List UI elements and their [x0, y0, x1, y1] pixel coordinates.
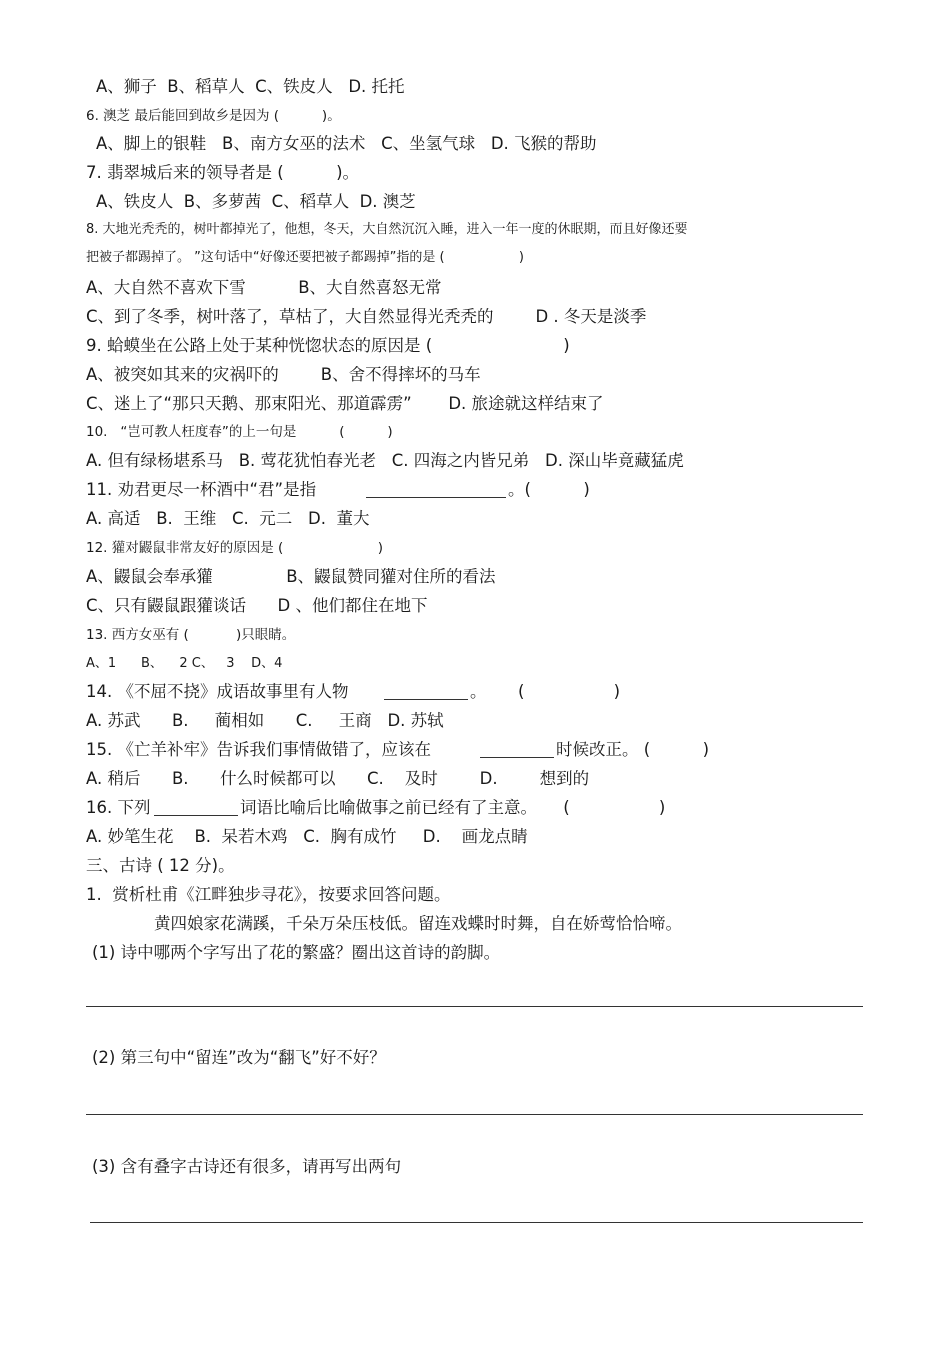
- q8-options-ab: A、大自然不喜欢下雪 B、大自然喜怒无常: [86, 278, 442, 297]
- q14-question-end: 。 ( ): [470, 682, 621, 701]
- q15-options: A. 稍后 B. 什么时候都可以 C. 及时 D. 想到的: [86, 769, 590, 788]
- q14-options: A. 苏武 B. 蔺相如 C. 王商 D. 苏轼: [86, 711, 444, 730]
- poem-question-2: (2) 第三句中“留连”改为“翻飞”好不好？: [92, 1048, 386, 1067]
- q12-options-cd: C、只有鼹鼠跟獾谈话 D 、他们都住在地下: [86, 596, 428, 615]
- q11-question-end: 。( ): [508, 480, 590, 499]
- q7-options: A、铁皮人 B、多萝茜 C、稻草人 D. 澳芝: [96, 192, 416, 211]
- q14-question: 14. 《不屈不挠》成语故事里有人物: [86, 682, 349, 701]
- q16-options: A. 妙笔生花 B. 呆若木鸡 C. 胸有成竹 D. 画龙点睛: [86, 827, 528, 846]
- q10-options: A. 但有绿杨堪系马 B. 莺花犹怕春光老 C. 四海之内皆兄弟 D. 深山毕竟藏猛虎: [86, 451, 684, 470]
- q9-options-ab: A、被突如其来的灾祸吓的 B、舍不得摔坏的马车: [86, 365, 481, 384]
- q16-answer-blank[interactable]: [154, 815, 238, 816]
- q11-answer-blank[interactable]: [366, 497, 506, 498]
- poem-question-1: (1) 诗中哪两个字写出了花的繁盛？圈出这首诗的韵脚。: [92, 943, 501, 962]
- poem-answer-line-2[interactable]: [86, 1114, 863, 1115]
- q8-question-line1: 8. 大地光秃秃的，树叶都掉光了，他想，冬天，大自然沉沉入睡，进入一年一度的休眠期，而且好像还要: [86, 222, 688, 237]
- section-3-title: 三、古诗 ( 12 分)。: [86, 856, 235, 875]
- q12-options-ab: A、鼹鼠会奉承獾 B、鼹鼠赞同獾对住所的看法: [86, 567, 496, 586]
- q15-question: 15. 《亡羊补牢》告诉我们事情做错了，应该在: [86, 740, 431, 759]
- q8-options-cd: C、到了冬季，树叶落了，草枯了，大自然显得光秃秃的 D . 冬天是淡季: [86, 307, 647, 326]
- q16-question-end: 词语比喻后比喻做事之前已经有了主意。 ( ): [240, 798, 666, 817]
- q13-options: A、1 B、 2 C、 3 D、4: [86, 656, 283, 671]
- poem-answer-line-3[interactable]: [90, 1222, 863, 1223]
- q5-options: A、狮子 B、稻草人 C、铁皮人 D. 托托: [96, 77, 405, 96]
- q13-question: 13. 西方女巫有 ( )只眼睛。: [86, 627, 296, 643]
- q7-question: 7. 翡翠城后来的领导者是 ( )。: [86, 163, 360, 182]
- q6-question: 6. 澳芝 最后能回到故乡是因为 ( )。: [86, 108, 341, 124]
- q16-question: 16. 下列: [86, 798, 151, 817]
- q9-options-cd: C、迷上了“那只天鹅、那束阳光、那道霹雳” D. 旅途就这样结束了: [86, 394, 604, 413]
- poem-question-3: (3) 含有叠字古诗还有很多，请再写出两句: [92, 1157, 402, 1176]
- q12-question: 12. 獾对鼹鼠非常友好的原因是 ( ): [86, 540, 383, 556]
- q11-options: A. 高适 B. 王维 C. 元二 D. 董大: [86, 509, 370, 528]
- q6-options: A、脚上的银鞋 B、南方女巫的法术 C、坐氢气球 D. 飞猴的帮助: [96, 134, 597, 153]
- q14-answer-blank[interactable]: [384, 699, 468, 700]
- q8-question-line2: 把被子都踢掉了。 ”这句话中“好像还要把被子都踢掉”指的是 ( ): [86, 250, 524, 265]
- q10-question: 10. “岂可教人枉度春”的上一句是 ( ): [86, 424, 393, 440]
- q15-answer-blank[interactable]: [480, 757, 554, 758]
- poem-task: 1. 赏析杜甫《江畔独步寻花》，按要求回答问题。: [86, 885, 451, 904]
- q15-question-end: 时候改正。 ( ): [556, 740, 710, 759]
- poem-answer-line-1[interactable]: [86, 1006, 863, 1007]
- poem-text: 黄四娘家花满蹊，千朵万朵压枝低。留连戏蝶时时舞，自在娇莺恰恰啼。: [154, 914, 682, 933]
- q9-question: 9. 蛤蟆坐在公路上处于某种恍惚状态的原因是 ( ): [86, 336, 570, 355]
- q11-question: 11. 劝君更尽一杯酒中“君”是指: [86, 480, 317, 499]
